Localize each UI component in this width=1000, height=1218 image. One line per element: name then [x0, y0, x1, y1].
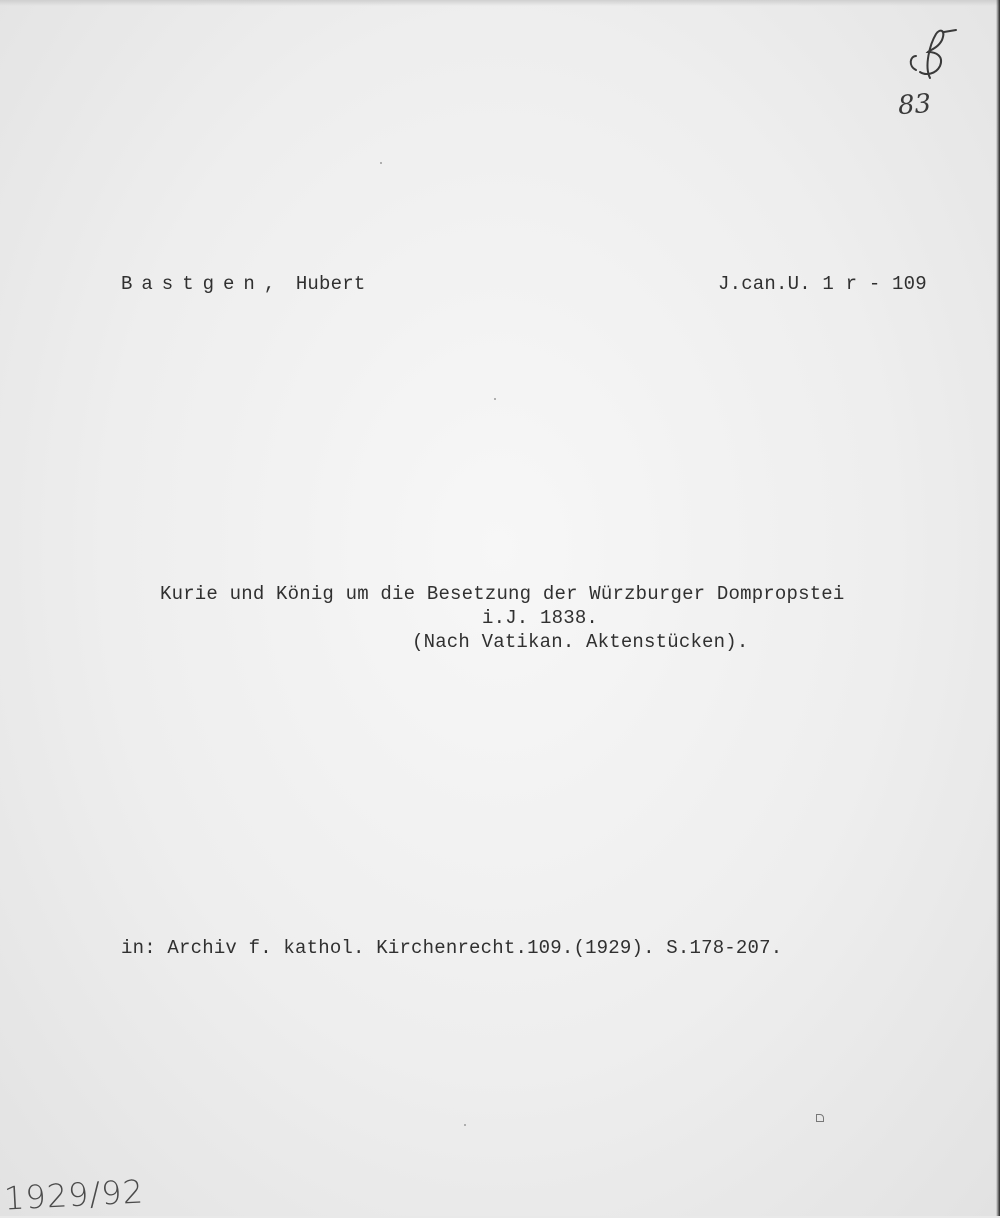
author-given-name: Hubert: [295, 273, 366, 295]
speck: [380, 162, 382, 164]
title-line-1: Kurie und König um die Besetzung der Würzburger Dompropstei: [160, 583, 845, 605]
handwritten-accession: 1929/92: [3, 1172, 145, 1218]
shelfmark: J.can.U. 1 r - 109: [718, 273, 927, 295]
handwritten-number: 83: [896, 88, 933, 122]
author-surname: Bastgen,: [121, 273, 285, 295]
speck: [464, 1124, 466, 1126]
source-citation: in: Archiv f. kathol. Kirchenrecht.109.(1929). S.178-207.: [121, 937, 783, 959]
title-line-3: (Nach Vatikan. Aktenstücken).: [412, 631, 749, 653]
author-name: [121, 272, 365, 296]
speck: [494, 398, 496, 400]
speck: [816, 1114, 824, 1122]
handwritten-mark-icon: [900, 26, 960, 86]
title-line-2: i.J. 1838.: [482, 607, 599, 629]
